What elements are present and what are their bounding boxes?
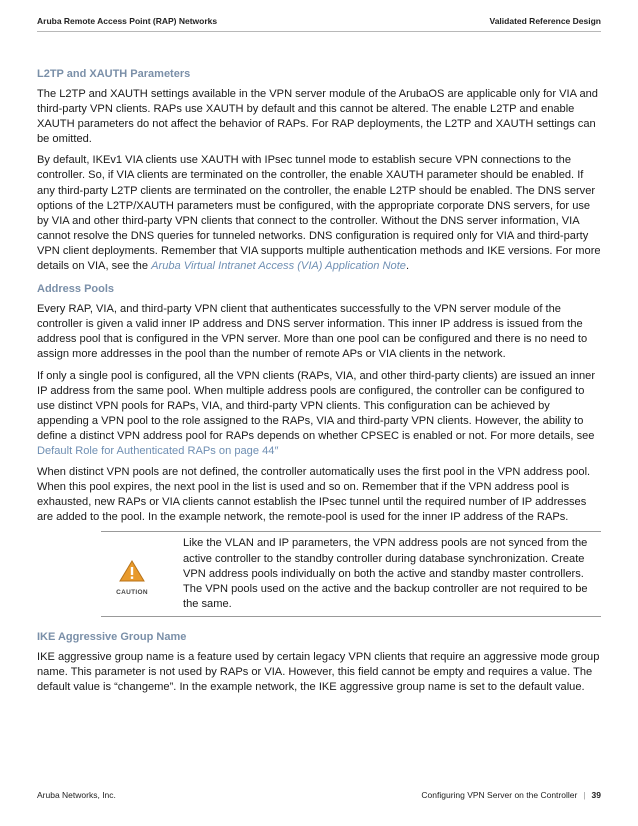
section-heading-l2tp-xauth: L2TP and XAUTH Parameters (37, 68, 191, 80)
paragraph: The L2TP and XAUTH settings available in the VPN server module of the ArubaOS are applicable only for VIA and third-party VPN clients. RAPs use XAUTH by default and this cannot be altered. The enable L2TP and enable XAUTH parameters do not affect the behavior of RAPs. For RAP deployments, the L2TP and XAUTH settings can be omitted. (37, 88, 598, 146)
paragraph-text: If only a single pool is configured, all the VPN clients (RAPs, VIA, and other third-party clients) are issued an inner IP address from the same pool. When multiple address pools are configured, the controller can be configured to use distinct VPN pools for RAPs, VIA, and third-party VPN clients. This configuration can be achieved by appending a VPN pool to the role assigned to the RAPs, VIA and third-party VPN clients. However, the ability to define a distinct VPN address pool for RAPs depends on whether CPSEC is enabled or not. For more details, see (37, 369, 596, 442)
footer-separator: | (583, 790, 586, 800)
caution-icon-block (101, 560, 163, 596)
header-doc-type: Validated Reference Design (489, 16, 601, 26)
page-footer (37, 790, 601, 800)
paragraph (37, 153, 601, 274)
section-heading-ike-aggressive: IKE Aggressive Group Name (37, 630, 187, 643)
paragraph-text: By default, IKEv1 VIA clients use XAUTH with IPsec tunnel mode to establish secure VPN connections to the controller. So, if VIA clients are terminated on the controller, the enable XAUTH parameter should be enabled. If any third-party L2TP clients are terminated on the controller, the enable L2TP should be enabled. The DNS server options of the L2TP/XAUTH parameters must be configured, with the appropriate corporate DNS servers, for use by VIA and other third-party VPN clients that connect to the controller. Without the DNS server information, VIA cannot resolve the DNS queries for tunneled networks. DNS configuration is required only for VIA and third-party VPN client deployments. Remember that VIA supports multiple authentication methods and IKE versions. For more details on VIA, see the (37, 154, 601, 273)
paragraph: IKE aggressive group name is a feature used by certain legacy VPN clients that require an aggressive mode group name. This parameter is not used by RAPs or VIA. However, this field cannot be empty and requires a value. The default value is “changeme”. In the example network, the IKE aggressive group name is set to the default value. (37, 650, 600, 694)
paragraph-end: . (405, 260, 410, 273)
paragraph: Every RAP, VIA, and third-party VPN client that authenticates successfully to the VPN server module of the controller is given a valid inner IP address and DNS server information. This inner IP address is issued from the address pool that is configured in the VPN server. More than one pool can be configured and there is no need to assign more addresses in the pool than the number of remote APs or VIA clients in the network. (37, 303, 588, 361)
header-title: Aruba Remote Access Point (RAP) Networks (37, 16, 218, 26)
footer-company: Aruba Networks, Inc. (37, 790, 116, 800)
page-header (37, 16, 601, 26)
header-divider (37, 31, 601, 32)
paragraph: When distinct VPN pools are not defined, the controller automatically uses the first pool in the VPN address pool. When this pool expires, the next pool in the list is used and so on. Remember that if the VPN address pool is exhausted, new RAPs or VIA clients cannot establish the IPsec tunnel until the required number of IP addresses are added to the pool. In the example network, the remote-pool is used for the inner IP address of the RAPs. (37, 466, 591, 524)
paragraph (37, 369, 601, 460)
caution-label: CAUTION (116, 589, 148, 597)
via-application-note-link[interactable]: Aruba Virtual Intranet Access (VIA) Application Note (151, 260, 406, 273)
page-number: 39 (591, 790, 601, 800)
footer-chapter: Configuring VPN Server on the Controller (421, 790, 578, 800)
caution-triangle-icon (119, 560, 145, 582)
paragraph-end: ″ (274, 444, 279, 457)
section-heading-address-pools: Address Pools (37, 283, 115, 296)
caution-callout (101, 531, 601, 616)
page-content (37, 68, 601, 701)
footer-right (421, 790, 601, 800)
caution-text: Like the VLAN and IP parameters, the VPN address pools are not synced from the active controller to the standby controller during database synchronization. Create VPN address pools individually on both the active and standby master controllers. The VPN pools used on the active and the backup controller are not required to be the same. (183, 537, 588, 610)
default-role-link[interactable]: Default Role for Authenticated RAPs on page 44 (37, 444, 275, 457)
